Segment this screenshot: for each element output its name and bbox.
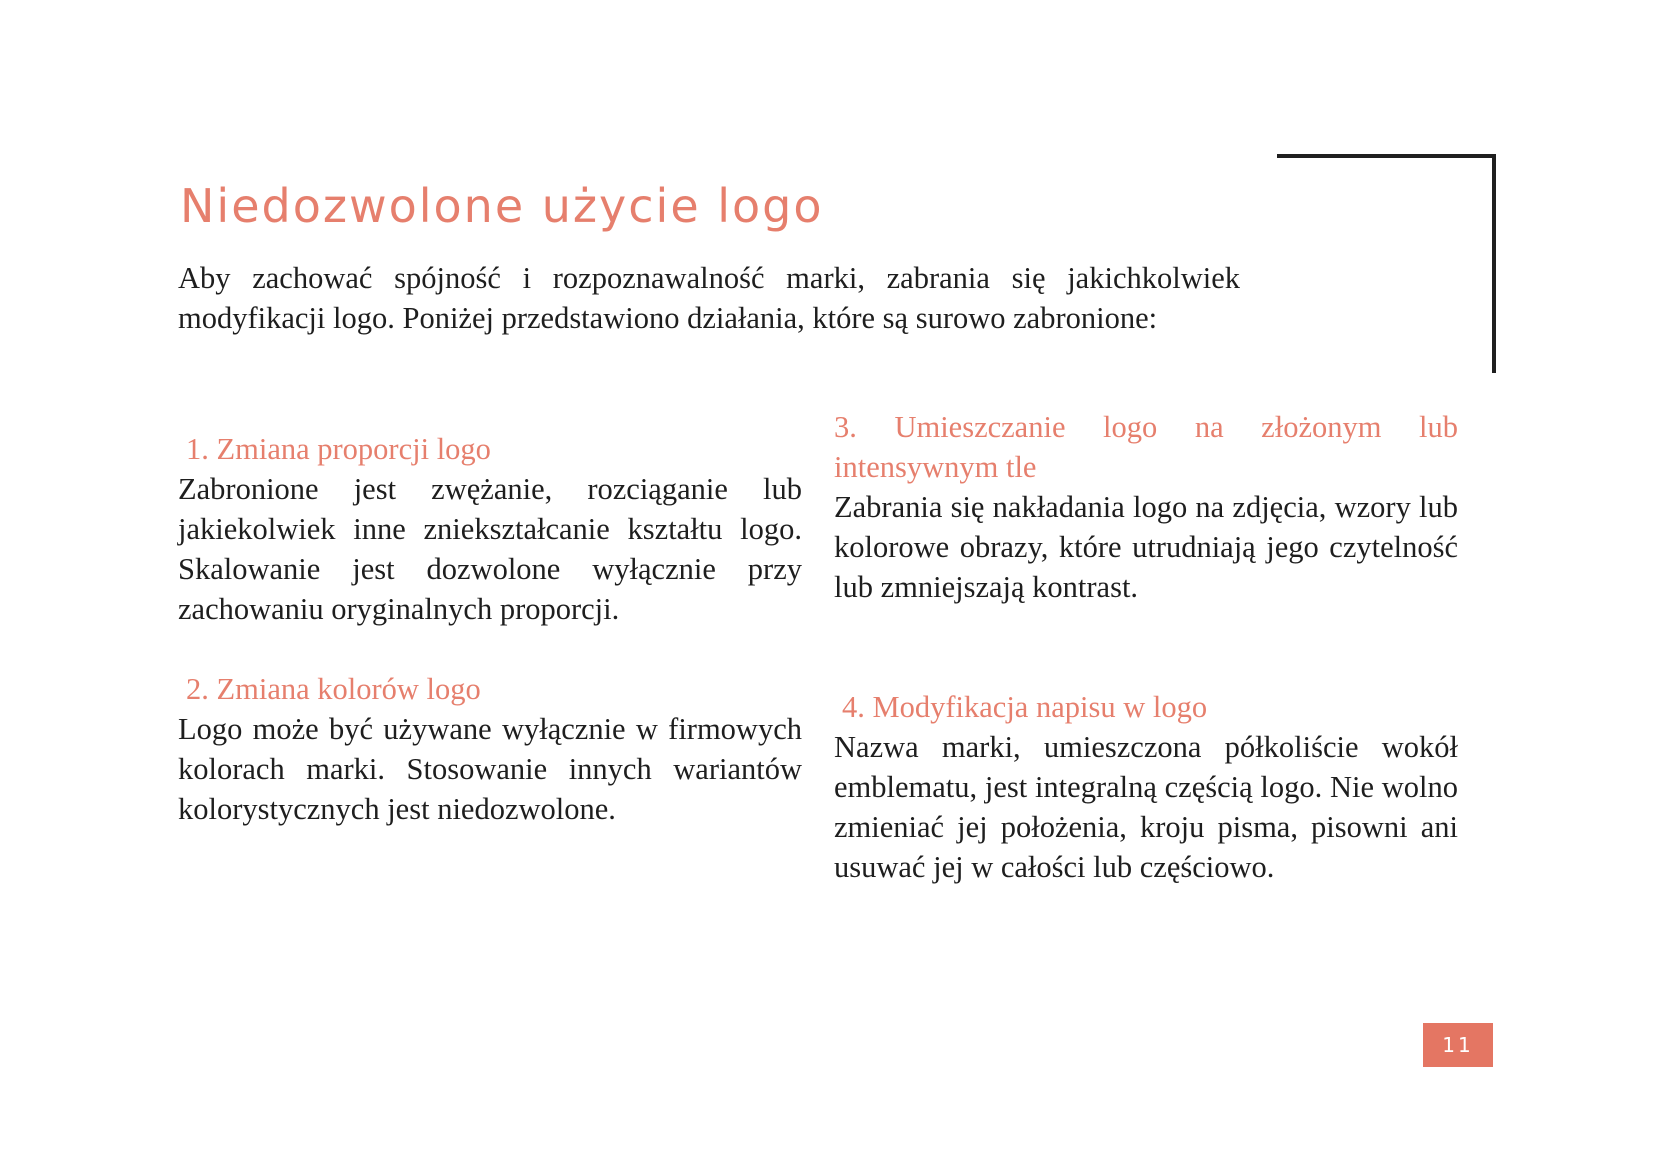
page-title: Niedozwolone użycie logo xyxy=(180,179,824,233)
rule-body-4: Nazwa marki, umieszczona półkoliście wokół emblematu, jest integralną częścią logo. Nie wolno zmieniać jej położenia, kroju pisma, pisowni ani usuwać jej w całości lub częściowo. xyxy=(834,730,1458,884)
rule-heading-2: 2. Zmiana kolorów logo xyxy=(186,672,481,706)
intro-paragraph: Aby zachować spójność i rozpoznawalność marki, zabrania się jakichkolwiek modyfikacji logo. Poniżej przedstawiono działania, które są surowo zabronione: xyxy=(178,261,1240,335)
corner-bracket-decoration xyxy=(1277,154,1496,373)
rule-body-2: Logo może być używane wyłącznie w firmowych kolorach marki. Stosowanie innych wariantów kolorystycznych jest niedozwolone. xyxy=(178,712,802,826)
rule-body-3: Zabrania się nakładania logo na zdjęcia, wzory lub kolorowe obrazy, które utrudniają jego czytelność lub zmniejszają kontrast. xyxy=(834,490,1458,604)
rule-heading-3: 3. Umieszczanie logo na złożonym lub intensywnym tle xyxy=(834,410,1458,484)
rule-body-1: Zabronione jest zwężanie, rozciąganie lub jakiekolwiek inne zniekształcanie kształtu logo. Skalowanie jest dozwolone wyłącznie przy zachowaniu oryginalnych proporcji. xyxy=(178,472,802,626)
rule-section-3 xyxy=(834,407,1458,607)
rule-heading-1: 1. Zmiana proporcji logo xyxy=(186,432,491,466)
rule-heading-4: 4. Modyfikacja napisu w logo xyxy=(842,690,1208,724)
rule-section-4 xyxy=(834,687,1458,887)
rule-section-2 xyxy=(178,669,802,829)
page-number-badge: 11 xyxy=(1423,1023,1493,1067)
rule-section-1 xyxy=(178,429,802,629)
